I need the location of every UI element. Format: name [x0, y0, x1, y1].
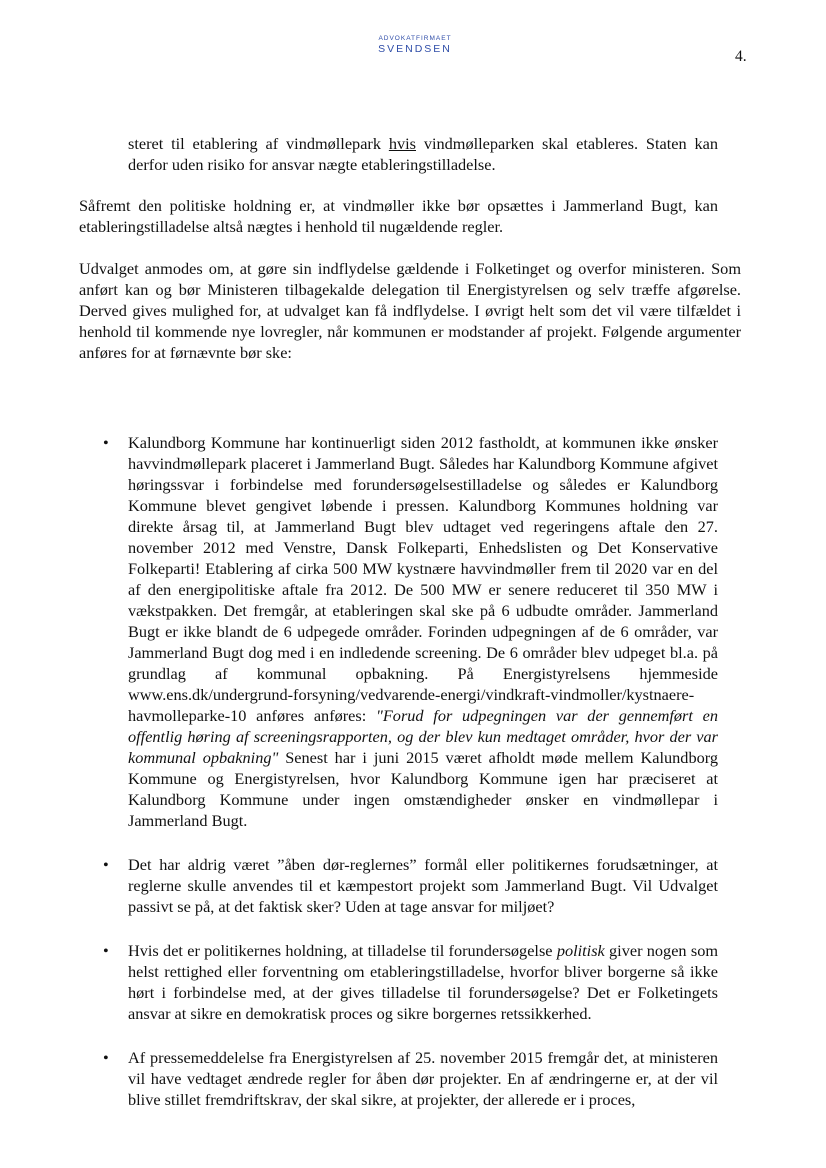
- bullet-1-quote: "Forud for udpegningen var der gennemført en offentlig høring af screeningsrapporten, og der blev kun medtaget områder, hvor der var kommunal opbakning": [128, 706, 718, 767]
- paragraph-continued: [128, 133, 718, 175]
- list-item: [103, 432, 718, 831]
- list-item: [103, 940, 718, 1024]
- list-item: [103, 1047, 718, 1110]
- list-item: [103, 854, 718, 917]
- underlined-word: hvis: [388, 134, 416, 153]
- bullet-3-text-end: giver nogen som helst rettighed eller forventning om etableringstilladelse, hvorfor bliver borgerne så ikke hørt i forbindelse med, at der gives tilladelse til forundersøgelse? Det er Folketingets ansvar at sikre en demokratisk proces og sikre borgernes retssikkerhed.: [128, 941, 718, 1023]
- paragraph-continued-post: vindmølleparken skal etableres. Staten kan derfor uden risiko for ansvar nægte etableringstilladelse.: [128, 134, 718, 174]
- paragraph-committee-request: Udvalget anmodes om, at gøre sin indflydelse gældende i Folketinget og overfor ministeren. Som anført kan og bør Ministeren tilbagekalde delegation til Energistyrelsen og selv træffe afgørelse. Derved gives mulighed for, at udvalget kan få indflydelse. I øvrigt helt som det vil være tilfældet i henhold til kommende nye lovregler, når kommunen er modstander af projekt. Følgende argumenter anføres for at førnævnte bør ske:: [79, 259, 741, 362]
- firm-logo: [375, 35, 455, 55]
- paragraph-political-position: Såfremt den politiske holdning er, at vindmøller ikke bør opsættes i Jammerland Bugt, kan etableringstilladelse altså nægtes i henhold til nugældende regler.: [79, 196, 718, 236]
- argument-list: [103, 432, 718, 1133]
- bullet-marker: •: [103, 941, 109, 960]
- logo-bottom-text: SVENDSEN: [378, 43, 452, 55]
- bullet-marker: •: [103, 1048, 109, 1067]
- bullet-2-text: Det har aldrig været ”åben dør-reglernes” formål eller politikernes forudsætninger, at reglerne skulle anvendes til et kæmpestort projekt som Jammerland Bugt. Vil Udvalget passivt se på, at det faktisk sker? Uden at tage ansvar for miljøet?: [128, 855, 718, 916]
- bullet-1-text: Kalundborg Kommune har kontinuerligt siden 2012 fastholdt, at kommunen ikke ønsker havvindmøllepark placeret i Jammerland Bugt. Således har Kalundborg Kommune afgivet høringssvar i forbindelse med forundersøgelsestilladelse og således er Kalundborg Kommune blevet gengivet løbende i pressen. Kalundborg Kommunes holdning var direkte årsag til, at Jammerland Bugt blev udtaget ved regeringens aftale den 27. november 2012 med Venstre, Dansk Folkeparti, Enhedslisten og Det Konservative Folkeparti! Etablering af cirka 500 MW kystnære havvindmøller frem til 2020 var en del af den energipolitiske aftale fra 2012. De 500 MW er senere reduceret til 350 MW i vækstpakken. Det fremgår, at etableringen skal ske på 6 udbudte områder. Jammerland Bugt er ikke blandt de 6 udpegede områder. Forinden udpegningen af de 6 områder, var Jammerland Bugt dog med i en indledende screening. De 6 områder blev udpeget bl.a. på grundlag af kommunal opbakning. På Energistyrelsens hjemmeside www.ens.dk/undergrund-forsyning/vedvarende-energi/vindkraft-vindmoller/kystnaere-havmolleparke-10 anføres anføres:: [128, 433, 718, 725]
- paragraph-continued-pre: steret til etablering af vindmøllepark: [128, 134, 389, 153]
- bullet-marker: •: [103, 855, 109, 874]
- logo-top-text: ADVOKATFIRMAET: [378, 35, 452, 42]
- bullet-3-text: Hvis det er politikernes holdning, at tilladelse til forundersøgelse: [128, 941, 557, 960]
- bullet-4-text: Af pressemeddelelse fra Energistyrelsen af 25. november 2015 fremgår det, at ministeren vil have vedtaget ændrede regler for åben dør projekter. En af ændringerne er, at der vil blive stillet fremdriftskrav, der skal sikre, at projekter, der allerede er i proces,: [128, 1048, 718, 1109]
- bullet-1-text-end: Senest har i juni 2015 været afholdt møde mellem Kalundborg Kommune og Energistyrelsen, hvor Kalundborg Kommune igen har præciseret at Kalundborg Kommune under ingen omstændigheder ønsker en vindmøllepar i Jammerland Bugt.: [128, 748, 718, 830]
- bullet-marker: •: [103, 433, 109, 452]
- bullet-3-emphasis: politisk: [556, 941, 605, 960]
- page-number: 4.: [735, 48, 747, 65]
